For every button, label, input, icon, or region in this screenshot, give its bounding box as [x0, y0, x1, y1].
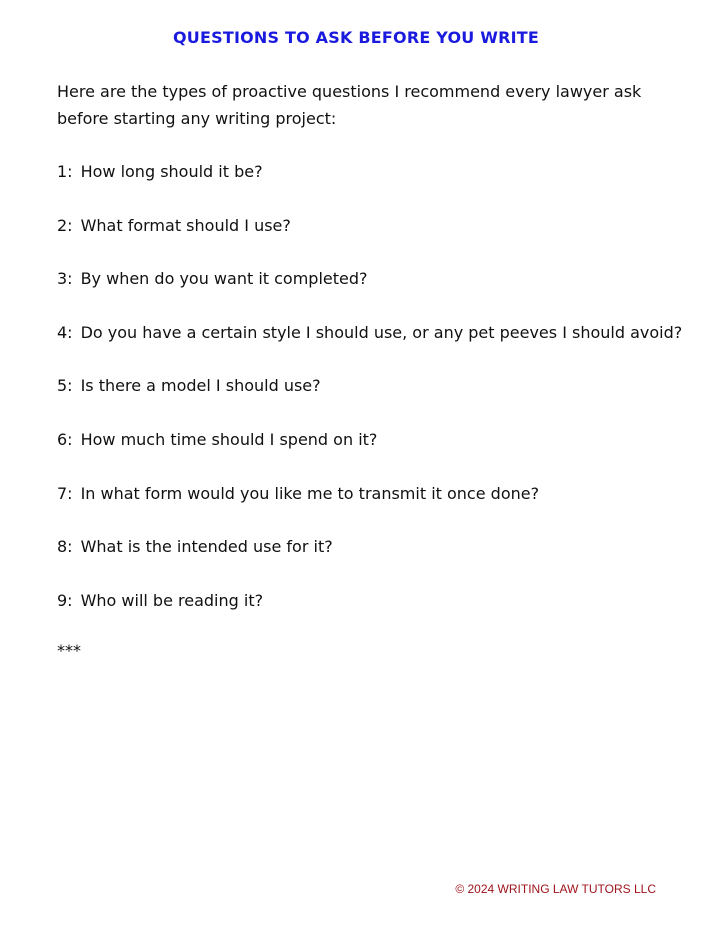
question-number: 4:	[57, 322, 73, 342]
question-number: 1:	[57, 162, 73, 181]
questions-list	[57, 159, 697, 641]
question-number: 9:	[57, 590, 73, 610]
question-text: Is there a model I should use?	[80, 376, 321, 396]
question-text: What format should I use?	[80, 215, 291, 235]
question-item	[57, 588, 697, 642]
question-number: 2:	[57, 215, 73, 235]
question-text: Do you have a certain style I should use, or any pet peeves I should avoid?	[80, 322, 683, 342]
question-item	[57, 373, 697, 427]
question-text: How long should it be?	[80, 162, 263, 181]
question-text: How much time should I spend on it?	[80, 429, 378, 449]
question-number: 7:	[57, 483, 73, 503]
question-item	[57, 266, 697, 320]
question-item	[57, 320, 697, 374]
question-item	[57, 159, 697, 213]
section-separator: ***	[57, 641, 81, 660]
question-text: In what form would you like me to transmit it once done?	[80, 483, 540, 503]
question-number: 5:	[57, 376, 73, 396]
question-item	[57, 213, 697, 267]
question-item	[57, 481, 697, 535]
question-text: What is the intended use for it?	[80, 537, 333, 557]
question-item	[57, 427, 697, 481]
page-title: QUESTIONS TO ASK BEFORE YOU WRITE	[173, 28, 539, 47]
question-number: 8:	[57, 537, 73, 557]
question-item	[57, 534, 697, 588]
question-number: 6:	[57, 429, 73, 449]
question-number: 3:	[57, 269, 73, 289]
question-text: Who will be reading it?	[80, 590, 264, 610]
question-text: By when do you want it completed?	[80, 269, 368, 289]
copyright-footer: © 2024 WRITING LAW TUTORS LLC	[455, 882, 656, 896]
intro-paragraph: Here are the types of proactive questions I recommend every lawyer ask before starting any writing project:	[57, 82, 642, 128]
